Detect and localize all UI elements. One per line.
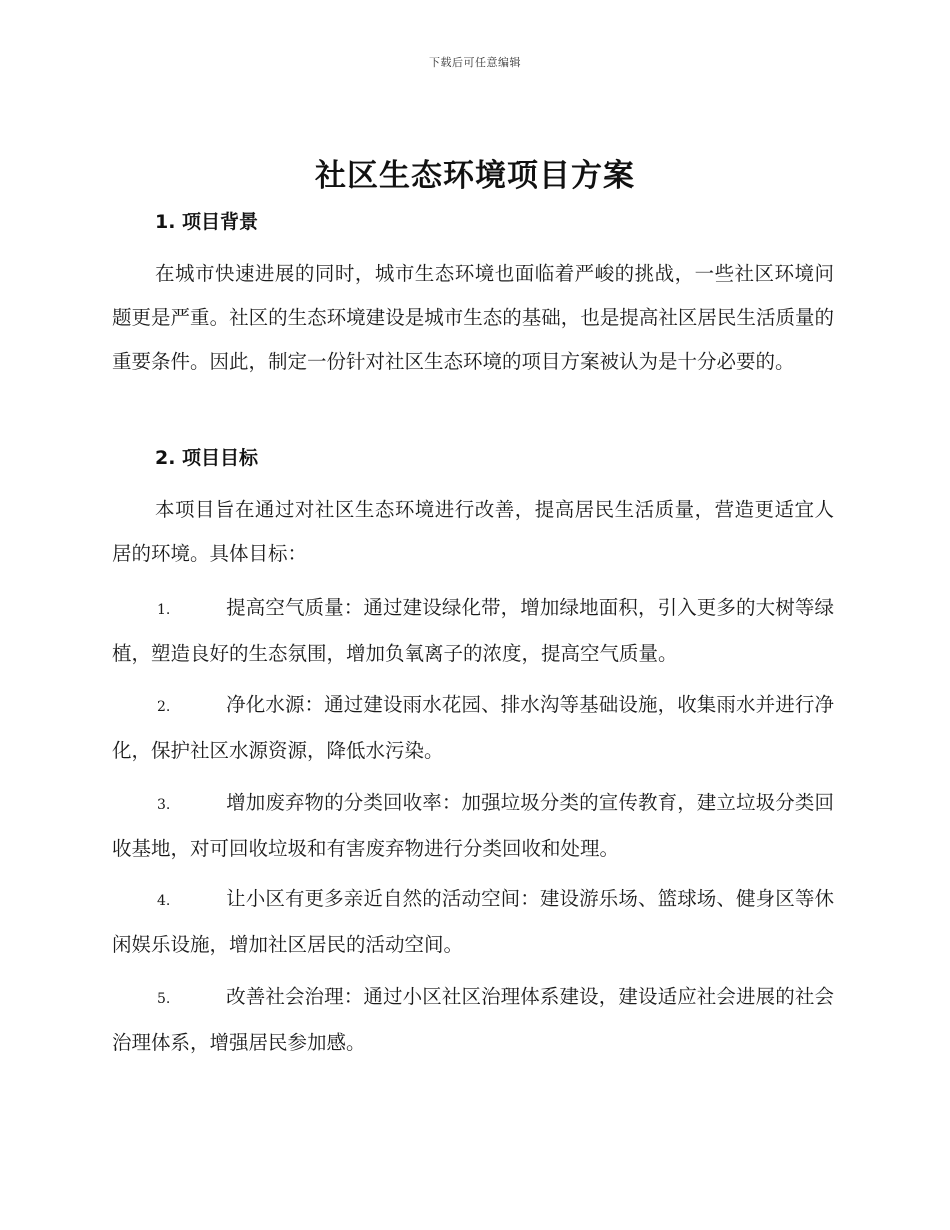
background-paragraph: 在城市快速进展的同时，城市生态环境也面临着严峻的挑战，一些社区环境问题更是严重。社区的生态环境建设是城市生态的基础，也是提高社区居民生活质量的重要条件。因此，制定一份针对社区生态环境的项目方案被认为是十分必要的。 (112, 262, 834, 373)
goal-number: 3. (157, 797, 171, 813)
goal-text: 提高空气质量：通过建设绿化带，增加绿地面积，引入更多的大树等绿植，塑造良好的生态氛围，增加负氧离子的浓度，提高空气质量。 (112, 596, 834, 665)
goals-intro-paragraph: 本项目旨在通过对社区生态环境进行改善，提高居民生活质量，营造更适宜人居的环境。具体目标： (112, 498, 834, 565)
goal-item (112, 877, 834, 967)
goal-text: 让小区有更多亲近自然的活动空间：建设游乐场、篮球场、健身区等休闲娱乐设施，增加社区居民的活动空间。 (112, 887, 834, 956)
goal-text: 改善社会治理：通过小区社区治理体系建设，建设适应社会进展的社会治理体系，增强居民参加感。 (112, 985, 834, 1054)
goal-item (112, 586, 834, 676)
goal-item (112, 683, 834, 773)
page-header-note: 下载后可任意编辑 (429, 56, 521, 69)
section-heading-background: 1. 项目背景 (155, 211, 259, 233)
goal-number: 2. (157, 699, 171, 715)
document-title: 社区生态环境项目方案 (315, 158, 635, 194)
section-heading-goals: 2. 项目目标 (155, 447, 259, 469)
goal-item (112, 975, 834, 1065)
goal-text: 净化水源：通过建设雨水花园、排水沟等基础设施，收集雨水并进行净化，保护社区水源资源，降低水污染。 (112, 693, 834, 762)
goal-item (112, 781, 834, 871)
goal-text: 增加废弃物的分类回收率：加强垃圾分类的宣传教育，建立垃圾分类回收基地，对可回收垃圾和有害废弃物进行分类回收和处理。 (112, 791, 834, 860)
goal-number: 1. (157, 602, 171, 618)
goal-number: 4. (157, 893, 171, 909)
goal-number: 5. (157, 991, 171, 1007)
